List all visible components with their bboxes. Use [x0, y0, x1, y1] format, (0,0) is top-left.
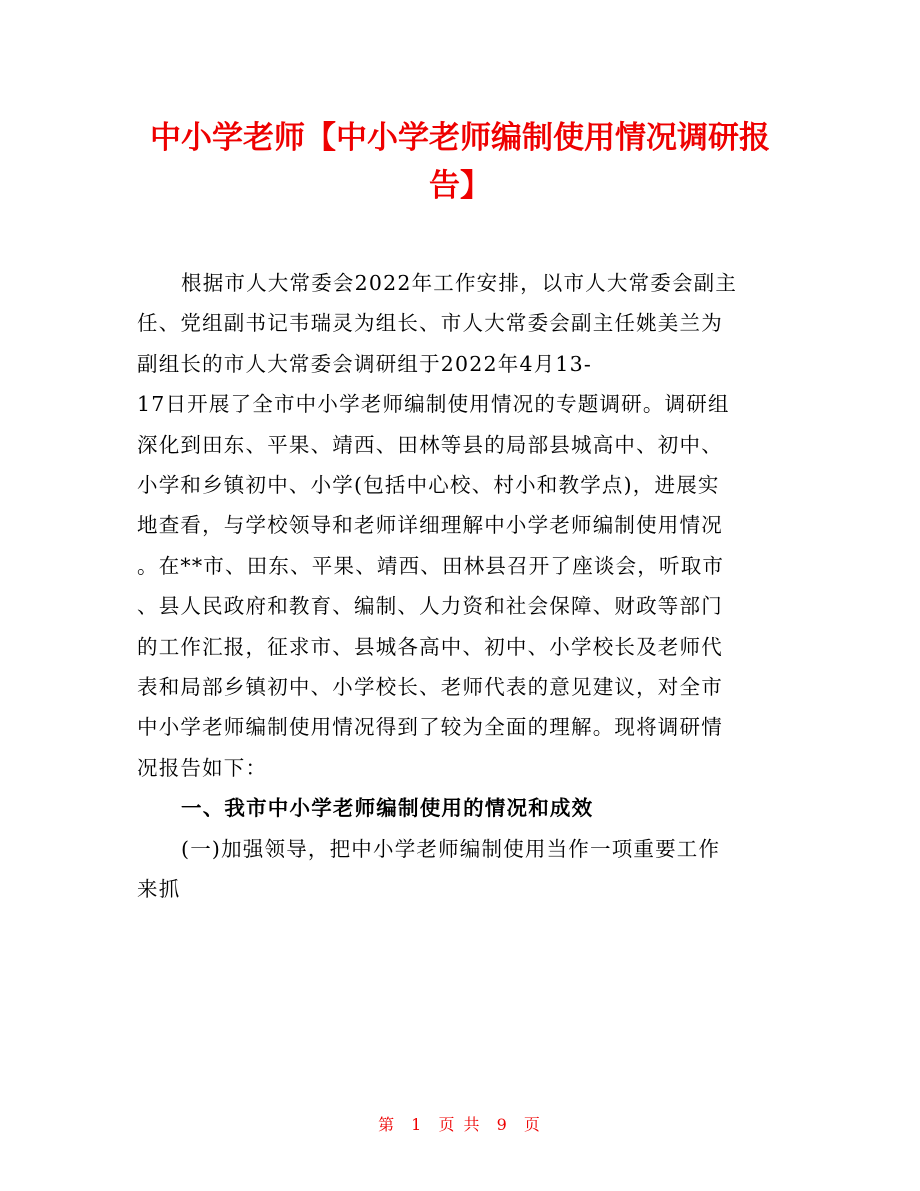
title-line-1: 中小学老师【中小学老师编制使用情况调研报 [150, 120, 770, 156]
page-footer [0, 1113, 920, 1137]
section-heading: 一、我市中小学老师编制使用的情况和成效 [181, 796, 594, 821]
paragraph-line: 表和局部乡镇初中、小学校长、老师代表的意见建议，对全市 [137, 675, 723, 700]
paragraph-line: 17日开展了全市中小学老师编制使用情况的专题调研。调研组 [137, 392, 730, 417]
document-title [118, 114, 802, 210]
intro-paragraph [137, 263, 787, 788]
total-pages-number: 9 [496, 1115, 509, 1134]
footer-suffix: 页 [523, 1115, 542, 1134]
paragraph-line: 副组长的市人大常委会调研组于2022年4月13- [137, 351, 593, 376]
paragraph-line: 根据市人大常委会2022年工作安排，以市人大常委会副主 [181, 271, 738, 295]
paragraph-line: 况报告如下： [137, 755, 268, 780]
paragraph-line: 中小学老师编制使用情况得到了较为全面的理解。现将调研情 [137, 715, 723, 740]
footer-prefix: 第 [378, 1115, 397, 1134]
footer-middle: 页 共 [438, 1115, 482, 1134]
paragraph-line: 、县人民政府和教育、编制、人力资和社会保障、财政等部门 [137, 594, 723, 619]
current-page-number: 1 [411, 1115, 424, 1134]
title-line-2: 告】 [429, 168, 491, 204]
subsection-paragraph [137, 829, 787, 910]
paragraph-line: 小学和乡镇初中、小学(包括中心校、村小和教学点)，进展实 [137, 473, 720, 498]
paragraph-line: 地查看，与学校领导和老师详细理解中小学老师编制使用情况 [137, 513, 723, 538]
subsection-line: (一)加强领导，把中小学老师编制使用当作一项重要工作 [181, 836, 721, 861]
subsection-line: 来抓 [137, 877, 181, 902]
paragraph-line: 深化到田东、平果、靖西、田林等县的局部县城高中、初中、 [137, 432, 723, 457]
paragraph-line: 任、党组副书记韦瑞灵为组长、市人大常委会副主任姚美兰为 [137, 311, 723, 336]
document-body [137, 263, 787, 910]
paragraph-line: 。在**市、田东、平果、靖西、田林县召开了座谈会，听取市 [137, 553, 725, 578]
paragraph-line: 的工作汇报，征求市、县城各高中、初中、小学校长及老师代 [137, 634, 723, 659]
